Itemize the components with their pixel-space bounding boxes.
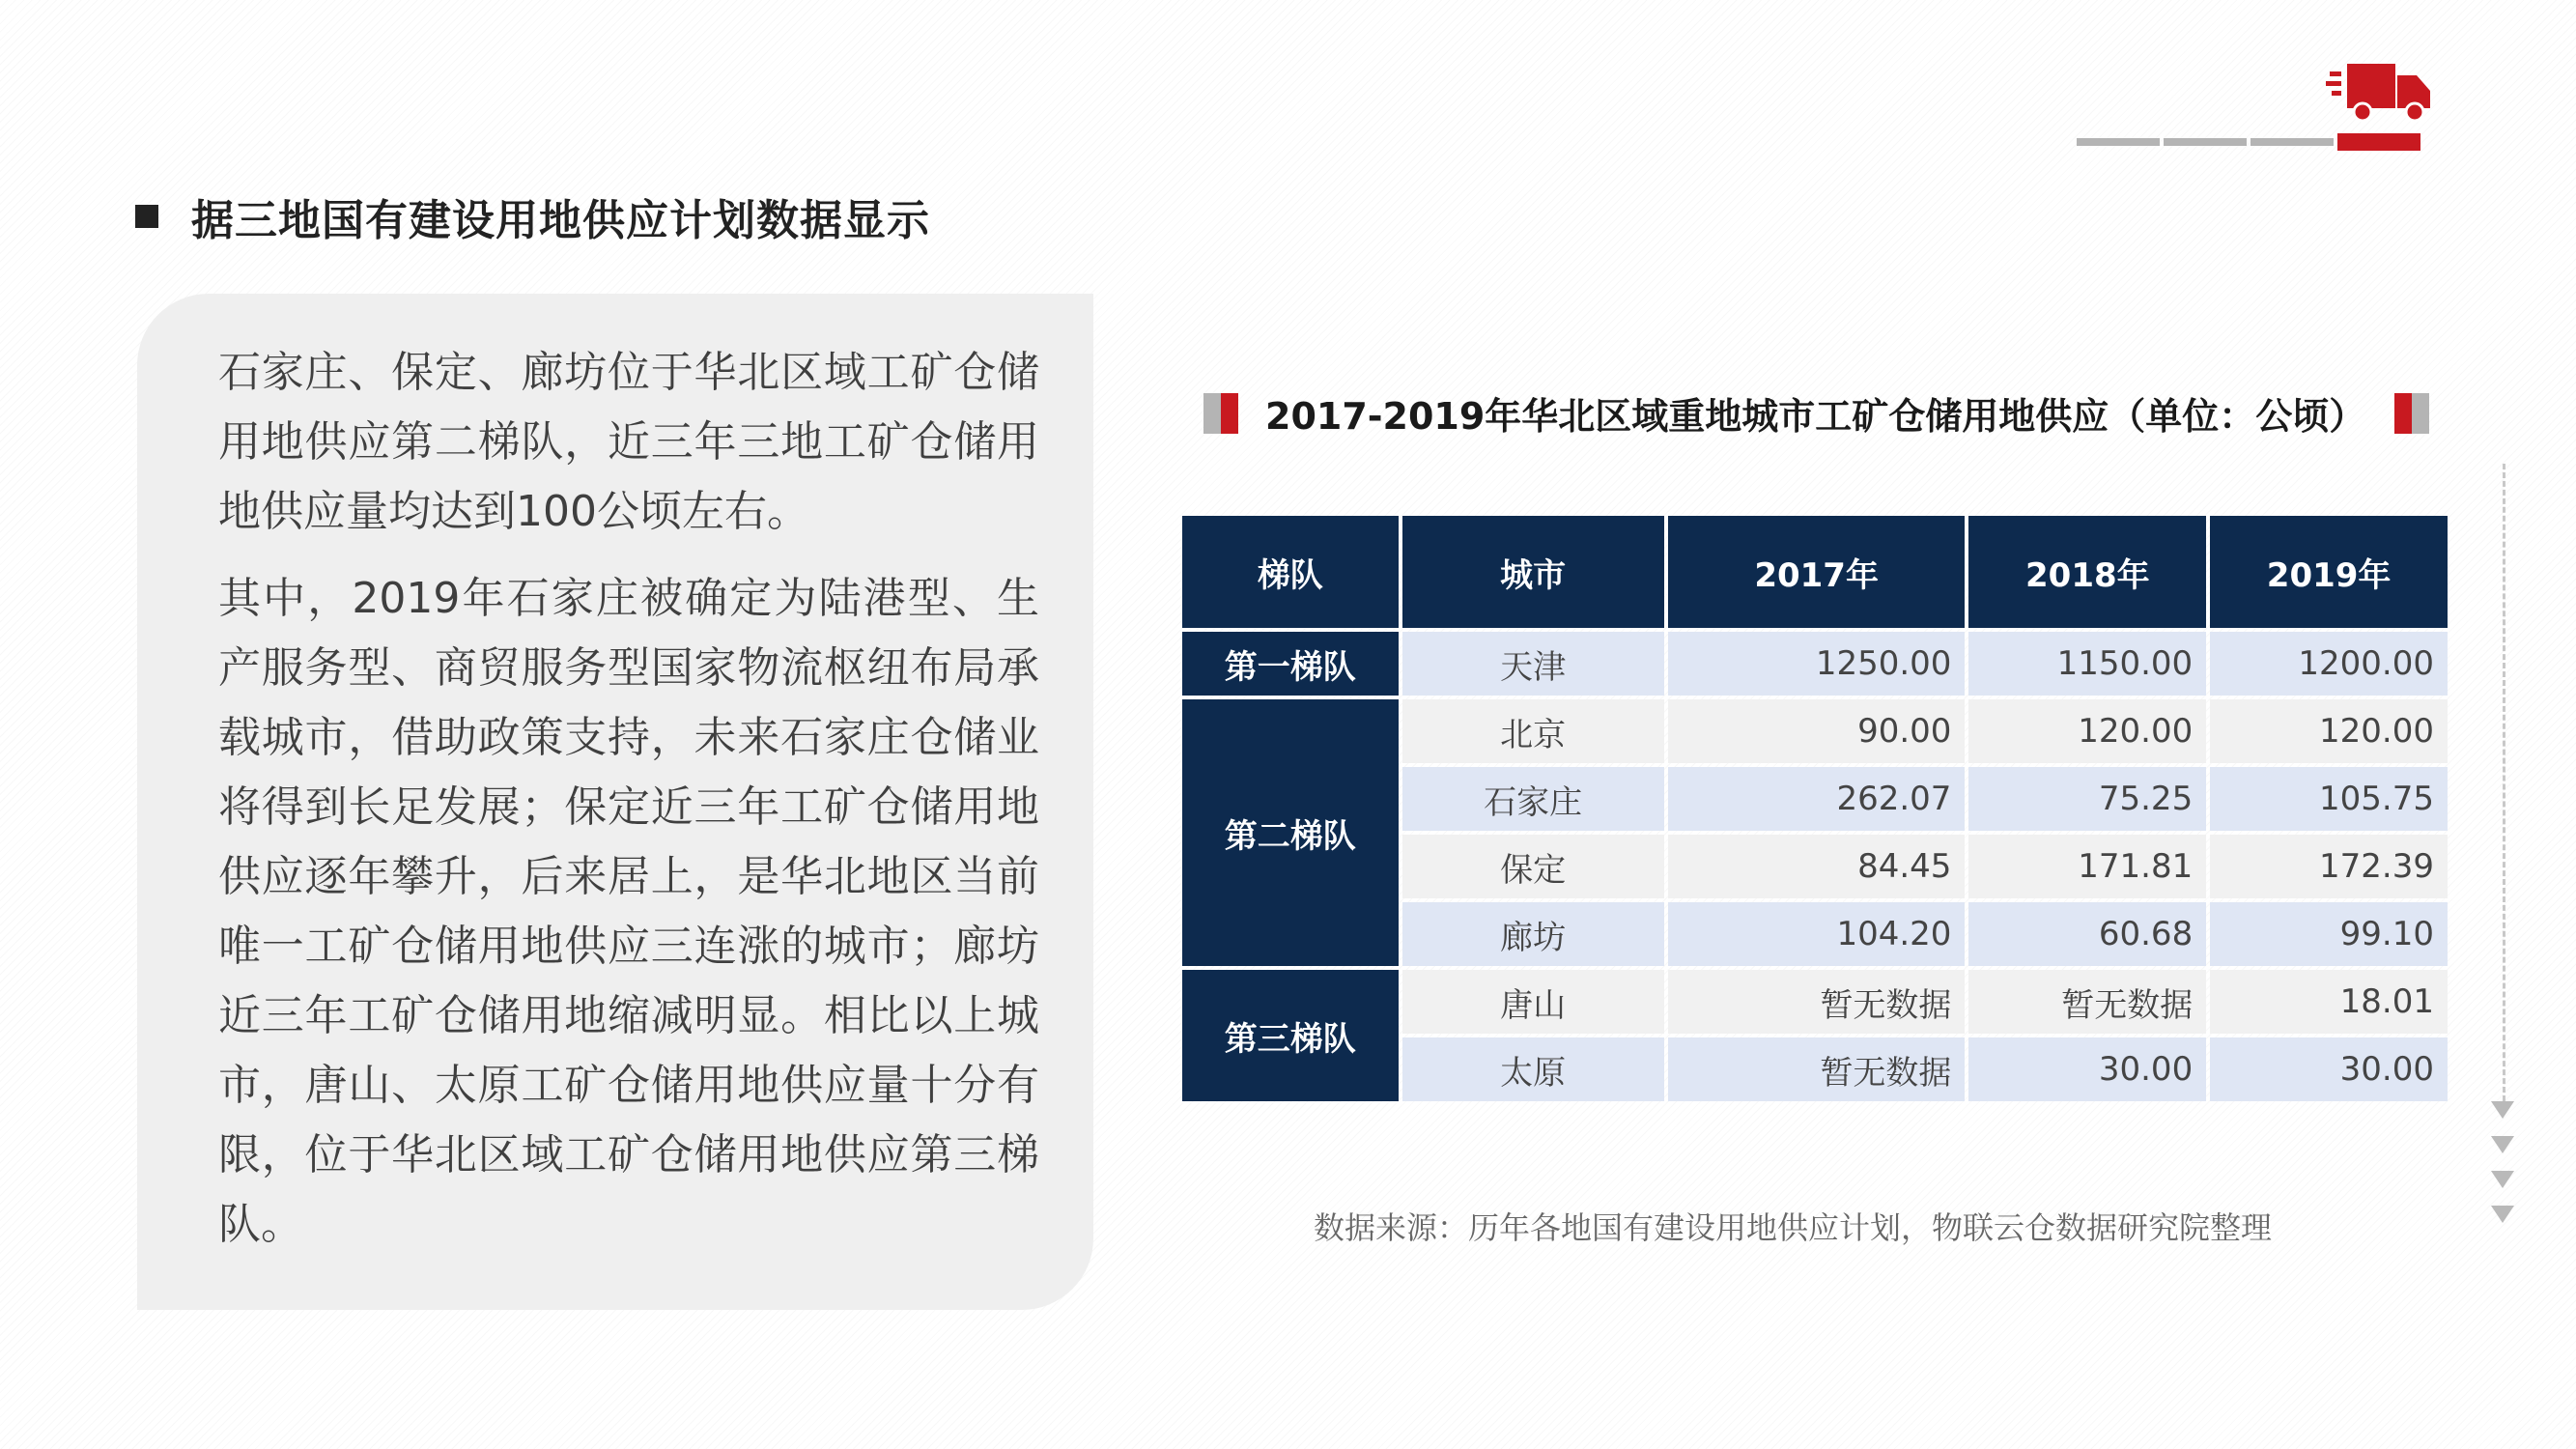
title-flag-left-icon [1203,393,1238,434]
header-2017: 2017年 [1668,516,1966,628]
tier-cell: 第三梯队 [1182,970,1399,1101]
value-2019-cell: 30.00 [2210,1037,2448,1101]
header-tier: 梯队 [1182,516,1399,628]
value-2017-cell: 84.45 [1668,835,1966,898]
city-cell: 天津 [1402,632,1664,696]
header-2019: 2019年 [2210,516,2448,628]
value-2018-cell: 1150.00 [1968,632,2206,696]
table-row [1182,699,2448,763]
value-2017-cell: 暂无数据 [1668,970,1966,1034]
supply-table [1178,512,2451,1105]
value-2019-cell: 1200.00 [2210,632,2448,696]
truck-logo-icon [2077,58,2453,155]
title-flag-right-icon [2394,393,2429,434]
value-2017-cell: 1250.00 [1668,632,1966,696]
value-2019-cell: 120.00 [2210,699,2448,763]
tier-cell: 第二梯队 [1182,699,1399,966]
section-heading [135,185,930,247]
value-2019-cell: 172.39 [2210,835,2448,898]
city-cell: 保定 [1402,835,1664,898]
value-2017-cell: 104.20 [1668,902,1966,966]
value-2018-cell: 30.00 [1968,1037,2206,1101]
value-2018-cell: 75.25 [1968,767,2206,831]
paragraph-1: 石家庄、保定、廊坊位于华北区域工矿仓储用地供应第二梯队，近三年三地工矿仓储用地供应量均达到100公顷左右。 [218,348,1039,536]
paragraph-2: 其中，2019年石家庄被确定为陆港型、生产服务型、商贸服务型国家物流枢纽布局承载城市，借助政策支持，未来石家庄仓储业将得到长足发展；保定近三年工矿仓储用地供应逐年攀升，后来居上，是华北地区当前唯一工矿仓储用地供应三连涨的城市；廊坊近三年工矿仓储用地缩减明显。相比以上城市，唐山、太原工矿仓储用地供应量十分有限，位于华北区域工矿仓储用地供应第三梯队。 [218,574,1039,1249]
value-2018-cell: 60.68 [1968,902,2206,966]
value-2017-cell: 90.00 [1668,699,1966,763]
table-title [1203,386,2429,440]
value-2019-cell: 105.75 [2210,767,2448,831]
city-cell: 廊坊 [1402,902,1664,966]
value-2018-cell: 171.81 [1968,835,2206,898]
value-2018-cell: 120.00 [1968,699,2206,763]
city-cell: 太原 [1402,1037,1664,1101]
table-row [1182,632,2448,696]
bullet-square-icon [135,205,158,228]
value-2017-cell: 262.07 [1668,767,1966,831]
description-card [137,294,1093,1310]
value-2019-cell: 18.01 [2210,970,2448,1034]
table-row [1182,970,2448,1034]
value-2018-cell: 暂无数据 [1968,970,2206,1034]
city-cell: 石家庄 [1402,767,1664,831]
header-city: 城市 [1402,516,1664,628]
data-source-note: 数据来源：历年各地国有建设用地供应计划，物联云仓数据研究院整理 [1314,1209,2273,1246]
down-arrows-icon [2488,1101,2517,1240]
table-header-row [1182,516,2448,628]
value-2019-cell: 99.10 [2210,902,2448,966]
heading-text: 据三地国有建设用地供应计划数据显示 [191,196,930,245]
decorative-dashed-line [2503,464,2505,1101]
city-cell: 唐山 [1402,970,1664,1034]
value-2017-cell: 暂无数据 [1668,1037,1966,1101]
table-title-text: 2017-2019年华北区域重地城市工矿仓储用地供应（单位：公顷） [1265,395,2366,438]
tier-cell: 第一梯队 [1182,632,1399,696]
city-cell: 北京 [1402,699,1664,763]
header-2018: 2018年 [1968,516,2206,628]
